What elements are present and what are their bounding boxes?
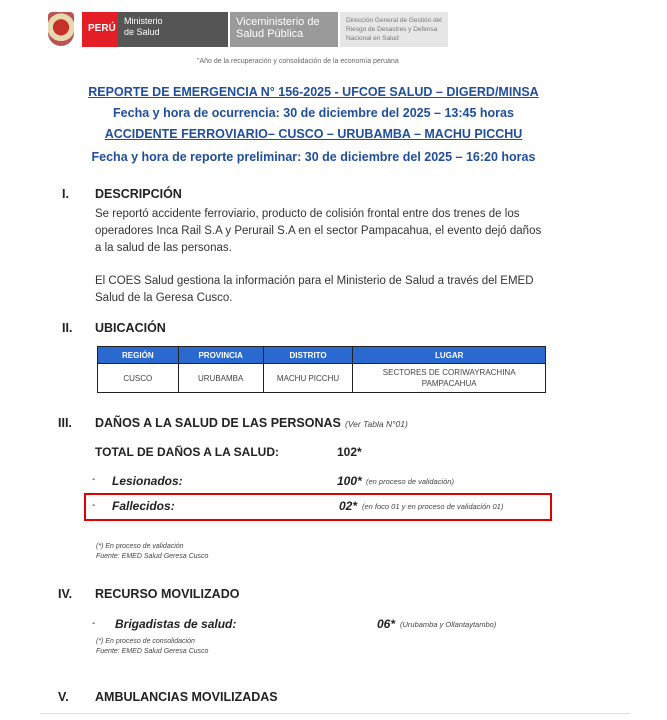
line: operadores Inca Rail S.A y Perurail S.A en el sector Pampacahua, el evento dejó daños [95,225,542,237]
section-3-number: III. [58,416,72,430]
section-4-number: IV. [58,587,73,601]
description-p1 [95,206,541,257]
brigadistas-note: (Urubamba y Ollantaytambo) [400,620,497,629]
col-province: PROVINCIA [178,347,263,364]
footnote [96,637,208,657]
table-row [98,364,546,393]
line: Salud de la Geresa Cusco. [95,292,233,304]
line: El COES Salud gestiona la información para el Ministerio de Salud a través del EMED [95,275,534,287]
table-reference: (Ver Tabla N°01) [345,419,408,429]
logo-vice: Viceministerio de Salud Pública [230,12,338,47]
report-title: REPORTE DE EMERGENCIA N° 156-2025 - UFCOE SALUD – DIGERD/MINSA [88,85,539,99]
injured-note: (en proceso de validación) [366,477,454,486]
page-edge [40,713,630,714]
line: Se reportó accidente ferroviario, producto de colisión frontal entre dos trenes de los [95,208,520,220]
logo-peru: PERÚ [82,12,118,47]
logo-ministry: Ministerio de Salud [118,12,228,47]
source-line: Fuente: EMED Salud Geresa Cusco [96,553,209,560]
occurrence-date: Fecha y hora de ocurrencia: 30 de diciembre del 2025 – 13:45 horas [113,106,514,120]
cell: SECTORES DE CORIWAYRACHINA PAMPACAHUA [353,364,546,393]
section-2-title: UBICACIÓN [95,321,166,335]
bullet: - [92,618,96,629]
cell: CUSCO [98,364,179,393]
total-label: TOTAL DE DAÑOS A LA SALUD: [95,445,279,459]
section-3-title: DAÑOS A LA SALUD DE LAS PERSONAS [95,416,341,430]
footnote [96,542,208,562]
col-place: LUGAR [353,347,546,364]
coat-of-arms-icon [48,12,74,46]
injured-label: Lesionados: [112,474,183,488]
line: a la salud de las personas. [95,242,232,254]
section-1-title: DESCRIPCIÓN [95,187,182,201]
logo-dg: Dirección General de Gestión del Riesgo de Desastres y Defensa Nacional en Salud [340,12,448,47]
tagline: "Año de la recuperación y consolidación de la economía peruana [197,58,399,65]
injured-value: 100* [337,474,362,488]
deceased-value: 02* [339,499,358,513]
bullet: - [92,500,96,511]
deceased-note: (en foco 01 y en proceso de validación 01) [362,502,504,511]
col-region: REGIÓN [98,347,179,364]
section-1-number: I. [62,187,69,201]
footnote-line: (*) En proceso de consolidación [96,638,195,645]
cell: URUBAMBA [178,364,263,393]
deceased-label: Fallecidos: [112,499,175,513]
event-title: ACCIDENTE FERROVIARIO– CUSCO – URUBAMBA – MACHU PICCHU [104,127,523,141]
total-value: 102* [337,445,362,459]
source-line: Fuente: EMED Salud Geresa Cusco [96,648,209,655]
section-4-title: RECURSO MOVILIZADO [95,587,240,601]
col-district: DISTRITO [263,347,353,364]
brigadistas-label: Brigadistas de salud: [115,617,237,631]
description-p2 [95,273,534,307]
section-5-number: V. [58,690,69,704]
bullet: - [92,474,96,485]
cell: MACHU PICCHU [263,364,353,393]
report-date: Fecha y hora de reporte preliminar: 30 de diciembre del 2025 – 16:20 horas [91,150,536,164]
section-2-number: II. [62,321,73,335]
section-5-title: AMBULANCIAS MOVILIZADAS [95,690,278,704]
location-table [97,346,546,393]
footnote-line: (*) En proceso de validación [96,543,184,550]
brigadistas-value: 06* [377,617,396,631]
